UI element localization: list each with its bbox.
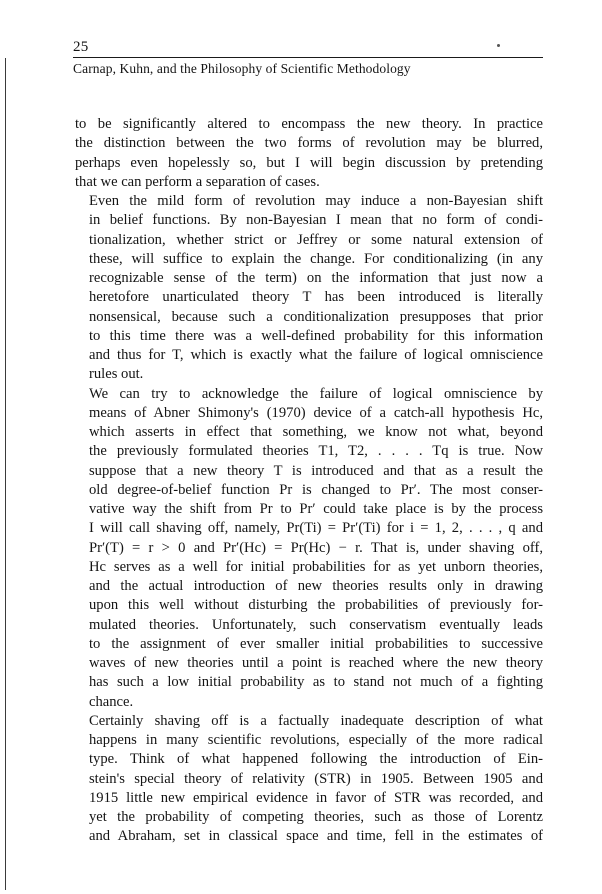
text-line: chance. bbox=[89, 693, 134, 710]
text-line: which asserts in effect that something, we know not what, beyond bbox=[89, 424, 543, 440]
text-line: in belief functions. By non-Bayesian I mean that no form of condi- bbox=[89, 212, 543, 229]
page-number: 25 bbox=[73, 39, 89, 55]
text-line: waves of new theories until a point is reached where the new theory bbox=[89, 655, 543, 671]
text-line: old degree-of-belief function Pr is changed to Pr′. The most conser- bbox=[89, 481, 543, 498]
text-line: I will call shaving off, namely, Pr(Ti) = Pr′(Ti) for i = 1, 2, . . . , q and bbox=[89, 520, 543, 537]
text-line: Hc serves as a well for initial probabilities for as yet unborn theories, bbox=[89, 558, 543, 575]
paragraph-4 bbox=[75, 712, 543, 847]
text-line: mulated theories. Unfortunately, such conservatism eventually leads bbox=[89, 616, 543, 633]
text-line: has such a low initial probability as to stand not much of a fighting bbox=[89, 674, 543, 691]
text-line: rules out. bbox=[89, 366, 144, 383]
text-line: perhaps even hopelessly so, but I will begin discussion by pretending bbox=[75, 154, 543, 171]
text-line: upon this well without disturbing the probabilities of previously for- bbox=[89, 597, 543, 614]
header-divider bbox=[73, 57, 543, 58]
text-line: to the assignment of ever smaller initial probabilities to successive bbox=[89, 635, 543, 652]
paragraph-3 bbox=[75, 385, 543, 712]
body-text bbox=[75, 115, 543, 847]
text-line: yet the probability of competing theories, such as those of Lorentz bbox=[89, 809, 543, 825]
text-line: Even the mild form of revolution may induce a non-Bayesian shift bbox=[89, 193, 543, 209]
text-line: nonsensical, because such a conditionalization presupposes that prior bbox=[89, 308, 543, 325]
paragraph-1 bbox=[75, 115, 543, 192]
text-line: vative way the shift from Pr to Pr′ could take place is by the process bbox=[89, 501, 543, 517]
text-line: and thus for T, which is exactly what the failure of logical omniscience bbox=[89, 347, 543, 363]
text-line: recognizable sense of the term) on the information that just now a bbox=[89, 270, 543, 286]
text-line: Pr′(T) = r > 0 and Pr′(Hc) = Pr(Hc) − r. That is, under shaving off, bbox=[89, 539, 543, 556]
text-line: heretofore unarticulated theory T has been introduced is literally bbox=[89, 289, 543, 306]
text-line: to this time there was a well-defined probability for this information bbox=[89, 327, 543, 344]
running-head: Carnap, Kuhn, and the Philosophy of Scientific Methodology bbox=[73, 61, 411, 76]
text-line: these, will suffice to explain the change. For conditionalizing (in any bbox=[89, 250, 543, 267]
text-line: the distinction between the two forms of revolution may be blurred, bbox=[75, 135, 543, 152]
text-line: 1915 little new empirical evidence in favor of STR was recorded, and bbox=[89, 789, 543, 806]
text-line: We can try to acknowledge the failure of logical omniscience by bbox=[89, 385, 543, 402]
text-line: tionalization, whether strict or Jeffrey or some natural extension of bbox=[89, 231, 543, 248]
text-line: to be significantly altered to encompass the new theory. In practice bbox=[75, 116, 543, 132]
text-line: happens in many scientific revolutions, especially of the more radical bbox=[89, 732, 543, 748]
text-line: stein's special theory of relativity (STR) in 1905. Between 1905 and bbox=[89, 770, 543, 787]
text-line: that we can perform a separation of cases. bbox=[75, 173, 320, 190]
text-line: and Abraham, set in classical space and time, fell in the estimates of bbox=[89, 828, 543, 845]
scan-speck bbox=[497, 44, 500, 47]
paragraph-2 bbox=[75, 192, 543, 385]
text-line: Certainly shaving off is a factually inadequate description of what bbox=[89, 712, 543, 729]
page-edge-rule bbox=[5, 58, 6, 890]
text-line: suppose that a new theory T is introduced and that as a result the bbox=[89, 462, 543, 479]
text-line: means of Abner Shimony's (1970) device of a catch-all hypothesis Hc, bbox=[89, 404, 543, 421]
text-line: and the actual introduction of new theories results only in drawing bbox=[89, 578, 543, 594]
text-line: the previously formulated theories T1, T2, . . . . Tq is true. Now bbox=[89, 443, 543, 460]
text-line: type. Think of what happened following the introduction of Ein- bbox=[89, 751, 543, 768]
